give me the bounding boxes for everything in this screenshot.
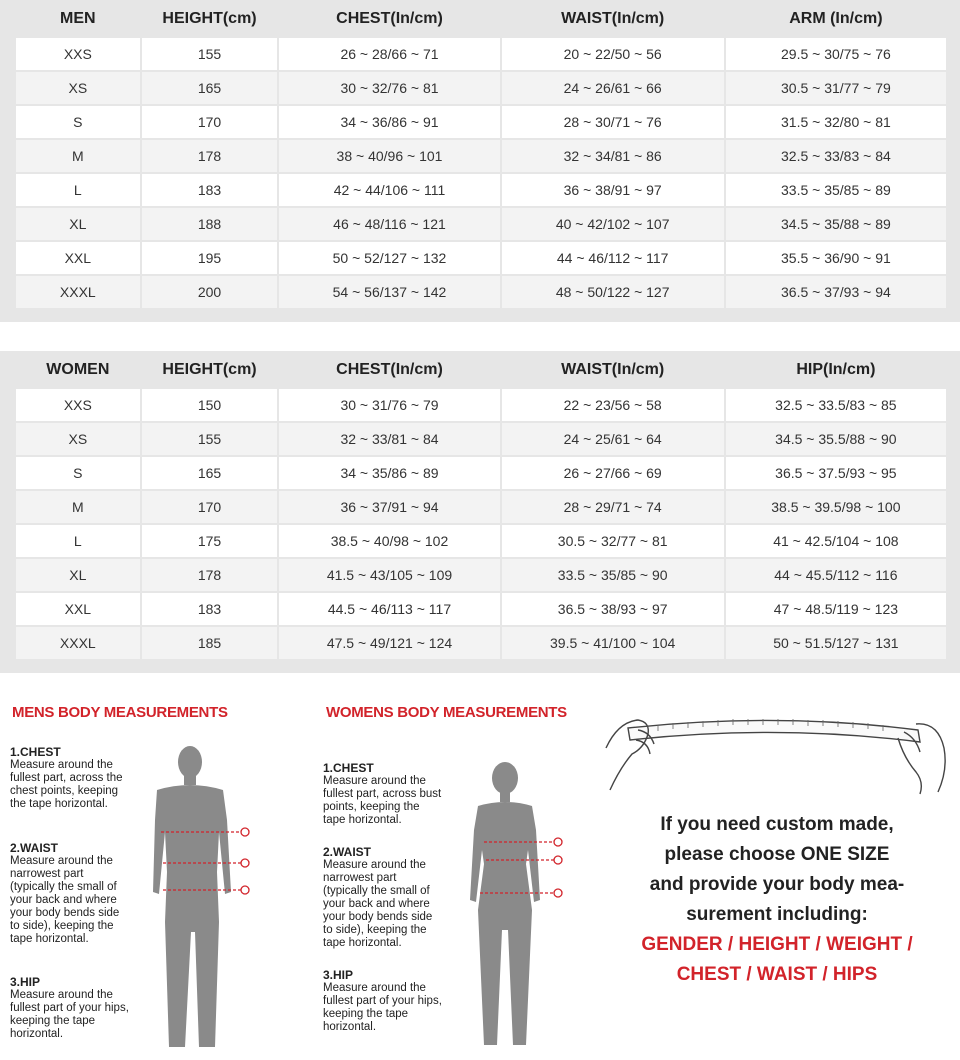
men-table-body (16, 38, 946, 308)
men-cell-size: XXS (16, 38, 140, 70)
women-cell-last: 47 ~ 48.5/119 ~ 123 (726, 593, 946, 625)
custom-note-line-4: surement including: (686, 904, 868, 925)
mens-chest-block (10, 746, 130, 811)
women-cell-height: 183 (142, 593, 278, 625)
men-size-panel (0, 0, 960, 322)
women-col-chest: CHEST(In/cm) (279, 353, 499, 387)
women-table-row (16, 457, 946, 489)
womens-hip-block (323, 969, 443, 1034)
women-cell-last: 32.5 ~ 33.5/83 ~ 85 (726, 389, 946, 421)
men-cell-size: XS (16, 72, 140, 104)
women-table-row (16, 559, 946, 591)
men-cell-size: XXL (16, 242, 140, 274)
men-table-row (16, 242, 946, 274)
womens-hip-text: Measure around the fullest part of your hips, keeping the tape horizontal. (323, 982, 442, 1033)
men-cell-height: 170 (142, 106, 278, 138)
women-cell-chest: 47.5 ~ 49/121 ~ 124 (279, 627, 499, 659)
men-cell-size: XL (16, 208, 140, 240)
men-cell-last: 29.5 ~ 30/75 ~ 76 (726, 38, 946, 70)
women-cell-waist: 22 ~ 23/56 ~ 58 (502, 389, 724, 421)
men-header-row (16, 2, 946, 36)
women-cell-height: 150 (142, 389, 278, 421)
men-cell-last: 33.5 ~ 35/85 ~ 89 (726, 174, 946, 206)
women-cell-waist: 28 ~ 29/71 ~ 74 (502, 491, 724, 523)
womens-chest-text: Measure around the fullest part, across bust points, keeping the tape horizontal. (323, 775, 442, 826)
men-cell-waist: 48 ~ 50/122 ~ 127 (502, 276, 724, 308)
women-cell-waist: 33.5 ~ 35/85 ~ 90 (502, 559, 724, 591)
men-cell-size: S (16, 106, 140, 138)
women-cell-waist: 30.5 ~ 32/77 ~ 81 (502, 525, 724, 557)
mens-chest-label: 1.CHEST (10, 745, 61, 759)
mens-waist-label: 2.WAIST (10, 841, 59, 855)
women-size-table (14, 351, 948, 661)
men-cell-waist: 20 ~ 22/50 ~ 56 (502, 38, 724, 70)
womens-waist-text: Measure around the narrowest part (typically the small of your back and where your body bends side to side), keeping the tape horizontal. (323, 859, 433, 949)
women-cell-waist: 39.5 ~ 41/100 ~ 104 (502, 627, 724, 659)
women-cell-size: M (16, 491, 140, 523)
women-cell-height: 175 (142, 525, 278, 557)
men-cell-height: 195 (142, 242, 278, 274)
women-table-row (16, 491, 946, 523)
men-col-arm: ARM (In/cm) (726, 2, 946, 36)
men-cell-size: L (16, 174, 140, 206)
mens-waist-block (10, 842, 130, 946)
men-table-row (16, 174, 946, 206)
men-table-row (16, 38, 946, 70)
women-col-height: HEIGHT(cm) (142, 353, 278, 387)
mens-chest-text: Measure around the fullest part, across the chest points, keeping the tape horizontal. (10, 759, 123, 810)
men-cell-waist: 44 ~ 46/112 ~ 117 (502, 242, 724, 274)
men-col-size: MEN (16, 2, 140, 36)
men-cell-last: 35.5 ~ 36/90 ~ 91 (726, 242, 946, 274)
women-cell-size: S (16, 457, 140, 489)
men-cell-chest: 50 ~ 52/127 ~ 132 (279, 242, 499, 274)
women-cell-chest: 38.5 ~ 40/98 ~ 102 (279, 525, 499, 557)
men-col-waist: WAIST(In/cm) (502, 2, 724, 36)
women-cell-height: 155 (142, 423, 278, 455)
mens-measurements-title: MENS BODY MEASUREMENTS (12, 704, 228, 721)
men-cell-waist: 36 ~ 38/91 ~ 97 (502, 174, 724, 206)
women-cell-last: 44 ~ 45.5/112 ~ 116 (726, 559, 946, 591)
women-cell-height: 170 (142, 491, 278, 523)
women-cell-chest: 34 ~ 35/86 ~ 89 (279, 457, 499, 489)
mens-hip-label: 3.HIP (10, 975, 41, 989)
custom-note-red-line-2: CHEST / WAIST / HIPS (676, 964, 878, 985)
women-cell-height: 178 (142, 559, 278, 591)
men-cell-height: 155 (142, 38, 278, 70)
women-cell-size: XXL (16, 593, 140, 625)
men-cell-last: 34.5 ~ 35/88 ~ 89 (726, 208, 946, 240)
men-col-height: HEIGHT(cm) (142, 2, 278, 36)
men-cell-last: 31.5 ~ 32/80 ~ 81 (726, 106, 946, 138)
women-table-body (16, 389, 946, 659)
men-cell-height: 165 (142, 72, 278, 104)
women-cell-chest: 30 ~ 31/76 ~ 79 (279, 389, 499, 421)
men-cell-waist: 24 ~ 26/61 ~ 66 (502, 72, 724, 104)
men-table-row (16, 140, 946, 172)
women-cell-waist: 36.5 ~ 38/93 ~ 97 (502, 593, 724, 625)
women-cell-last: 36.5 ~ 37.5/93 ~ 95 (726, 457, 946, 489)
womens-chest-label: 1.CHEST (323, 761, 374, 775)
mens-hip-block (10, 976, 130, 1041)
women-cell-chest: 36 ~ 37/91 ~ 94 (279, 491, 499, 523)
male-silhouette-icon (145, 742, 280, 1052)
men-cell-waist: 28 ~ 30/71 ~ 76 (502, 106, 724, 138)
women-table-row (16, 389, 946, 421)
womens-chest-block (323, 762, 443, 827)
men-cell-last: 32.5 ~ 33/83 ~ 84 (726, 140, 946, 172)
men-cell-chest: 46 ~ 48/116 ~ 121 (279, 208, 499, 240)
women-table-row (16, 627, 946, 659)
women-cell-size: XL (16, 559, 140, 591)
women-cell-last: 38.5 ~ 39.5/98 ~ 100 (726, 491, 946, 523)
men-cell-height: 178 (142, 140, 278, 172)
women-cell-waist: 26 ~ 27/66 ~ 69 (502, 457, 724, 489)
custom-note-line-2: please choose ONE SIZE (664, 844, 890, 865)
womens-waist-block (323, 846, 443, 950)
women-cell-size: XS (16, 423, 140, 455)
women-cell-size: XXXL (16, 627, 140, 659)
men-cell-size: M (16, 140, 140, 172)
custom-note-red-line-1: GENDER / HEIGHT / WEIGHT / (641, 934, 913, 955)
men-table-row (16, 208, 946, 240)
women-col-hip: HIP(In/cm) (726, 353, 946, 387)
womens-hip-label: 3.HIP (323, 968, 354, 982)
women-cell-last: 41 ~ 42.5/104 ~ 108 (726, 525, 946, 557)
men-table-row (16, 72, 946, 104)
women-size-panel (0, 351, 960, 673)
women-cell-size: L (16, 525, 140, 557)
men-cell-chest: 34 ~ 36/86 ~ 91 (279, 106, 499, 138)
men-cell-last: 36.5 ~ 37/93 ~ 94 (726, 276, 946, 308)
men-cell-size: XXXL (16, 276, 140, 308)
women-table-row (16, 593, 946, 625)
men-col-chest: CHEST(In/cm) (279, 2, 499, 36)
women-cell-last: 34.5 ~ 35.5/88 ~ 90 (726, 423, 946, 455)
men-table-row (16, 276, 946, 308)
custom-note-line-3: and provide your body mea- (649, 874, 905, 895)
men-cell-height: 200 (142, 276, 278, 308)
men-cell-last: 30.5 ~ 31/77 ~ 79 (726, 72, 946, 104)
men-cell-chest: 54 ~ 56/137 ~ 142 (279, 276, 499, 308)
men-cell-chest: 38 ~ 40/96 ~ 101 (279, 140, 499, 172)
women-cell-chest: 41.5 ~ 43/105 ~ 109 (279, 559, 499, 591)
women-cell-height: 185 (142, 627, 278, 659)
men-size-table (14, 0, 948, 310)
men-cell-height: 188 (142, 208, 278, 240)
women-table-row (16, 423, 946, 455)
female-silhouette-icon (460, 760, 575, 1050)
custom-note-line-1: If you need custom made, (660, 814, 894, 835)
women-cell-chest: 44.5 ~ 46/113 ~ 117 (279, 593, 499, 625)
men-cell-waist: 32 ~ 34/81 ~ 86 (502, 140, 724, 172)
men-cell-chest: 42 ~ 44/106 ~ 111 (279, 174, 499, 206)
women-cell-size: XXS (16, 389, 140, 421)
women-col-size: WOMEN (16, 353, 140, 387)
women-cell-chest: 32 ~ 33/81 ~ 84 (279, 423, 499, 455)
women-cell-waist: 24 ~ 25/61 ~ 64 (502, 423, 724, 455)
men-cell-chest: 26 ~ 28/66 ~ 71 (279, 38, 499, 70)
mens-waist-text: Measure around the narrowest part (typically the small of your back and where your body bends side to side), keeping the tape horizontal. (10, 855, 120, 945)
measuring-tape-hands-icon (598, 708, 953, 800)
mens-hip-text: Measure around the fullest part of your hips, keeping the tape horizontal. (10, 989, 129, 1040)
women-header-row (16, 353, 946, 387)
women-cell-height: 165 (142, 457, 278, 489)
women-table-row (16, 525, 946, 557)
women-col-waist: WAIST(In/cm) (502, 353, 724, 387)
men-cell-waist: 40 ~ 42/102 ~ 107 (502, 208, 724, 240)
men-cell-height: 183 (142, 174, 278, 206)
womens-waist-label: 2.WAIST (323, 845, 372, 859)
women-cell-last: 50 ~ 51.5/127 ~ 131 (726, 627, 946, 659)
men-cell-chest: 30 ~ 32/76 ~ 81 (279, 72, 499, 104)
womens-measurements-title: WOMENS BODY MEASUREMENTS (326, 704, 567, 721)
men-table-row (16, 106, 946, 138)
